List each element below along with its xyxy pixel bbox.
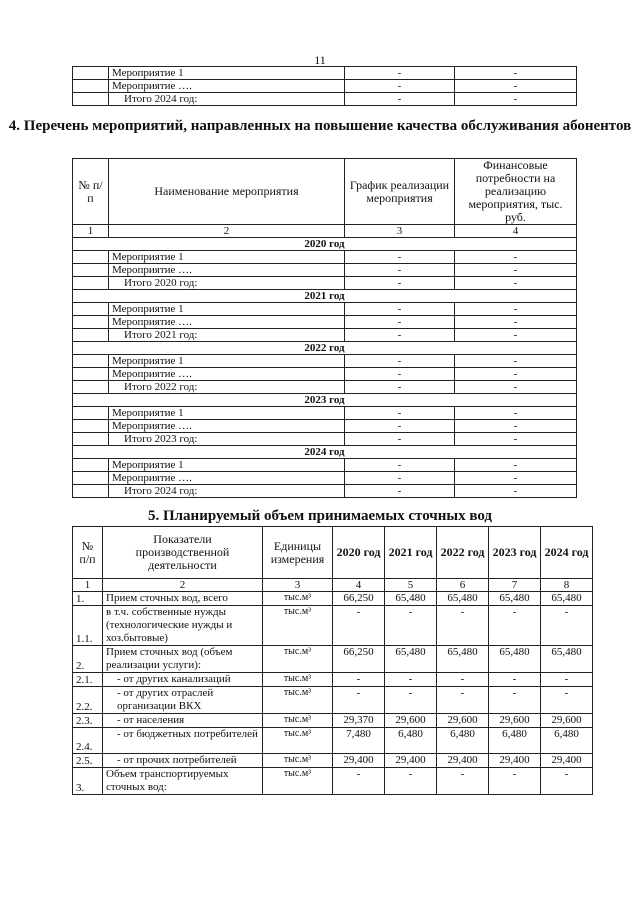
section5-title: 5. Планируемый объем принимаемых сточных вод <box>147 508 493 524</box>
finance-value: - <box>455 264 577 277</box>
schedule-value: - <box>345 277 455 290</box>
schedule-value: - <box>345 407 455 420</box>
row-num-cell <box>73 251 109 264</box>
measure-name: Итого 2021 год: <box>109 329 345 342</box>
year-value: - <box>385 606 437 646</box>
page-number: 11 <box>314 53 326 67</box>
finance-value: - <box>455 472 577 485</box>
year-value: 6,480 <box>489 728 541 754</box>
table-row <box>73 407 577 420</box>
schedule-value: - <box>345 368 455 381</box>
indicator-name: - от населения <box>103 714 263 728</box>
unit-cell: тыс.м³ <box>263 754 333 768</box>
table-row <box>73 714 593 728</box>
table-row <box>73 673 593 687</box>
year-value: - <box>489 606 541 646</box>
row-index: 2. <box>73 646 103 673</box>
schedule-value: - <box>345 264 455 277</box>
row-index: 1. <box>73 592 103 606</box>
table-row <box>73 264 577 277</box>
row-num-cell <box>73 407 109 420</box>
schedule-value: - <box>345 316 455 329</box>
section4-title: 4. Перечень мероприятий, направленных на повышение качества обслуживания абонентов <box>8 118 632 134</box>
year-value: 65,480 <box>489 592 541 606</box>
year-value: - <box>437 673 489 687</box>
measure-name: Мероприятие …. <box>109 80 345 93</box>
year-value: - <box>385 768 437 795</box>
header-year-2021: 2021 год <box>385 527 437 579</box>
indicator-name: - от прочих потребителей <box>103 754 263 768</box>
unit-cell: тыс.м³ <box>263 673 333 687</box>
table-row <box>73 485 577 498</box>
col-number: 8 <box>541 579 593 592</box>
year-value: - <box>541 687 593 714</box>
table-row <box>73 728 593 754</box>
year-value: - <box>437 687 489 714</box>
measure-name: Мероприятие …. <box>109 264 345 277</box>
year-value: 29,400 <box>489 754 541 768</box>
row-index: 2.3. <box>73 714 103 728</box>
row-index: 1.1. <box>73 606 103 646</box>
year-value: 29,400 <box>333 754 385 768</box>
measure-name: Мероприятие 1 <box>109 355 345 368</box>
year-label: 2022 год <box>73 342 577 355</box>
year-value: - <box>385 687 437 714</box>
year-value: - <box>333 606 385 646</box>
measure-name: Итого 2023 год: <box>109 433 345 446</box>
year-value: 6,480 <box>541 728 593 754</box>
table-row <box>73 420 577 433</box>
col-number: 2 <box>103 579 263 592</box>
header-year-2023: 2023 год <box>489 527 541 579</box>
header-finance: Финансовые потребности на реализацию мероприятия, тыс. руб. <box>455 159 577 225</box>
measure-name: Итого 2024 год: <box>109 93 345 106</box>
measure-name: Мероприятие …. <box>109 316 345 329</box>
finance-value: - <box>455 316 577 329</box>
finance-value: - <box>455 80 577 93</box>
row-index: 2.4. <box>73 728 103 754</box>
finance-value: - <box>455 93 577 106</box>
year-value: 66,250 <box>333 646 385 673</box>
header-schedule: График реализации мероприятия <box>345 159 455 225</box>
table-row <box>73 381 577 394</box>
finance-value: - <box>455 67 577 80</box>
table-row <box>73 754 593 768</box>
year-row <box>73 394 577 407</box>
table-row <box>73 93 577 106</box>
year-value: - <box>489 673 541 687</box>
year-value: - <box>333 687 385 714</box>
year-value: - <box>541 673 593 687</box>
table-row <box>73 303 577 316</box>
table-row <box>73 472 577 485</box>
table-row <box>73 606 593 646</box>
year-value: 7,480 <box>333 728 385 754</box>
table-row <box>73 80 577 93</box>
row-num-cell <box>73 420 109 433</box>
schedule-value: - <box>345 93 455 106</box>
finance-value: - <box>455 433 577 446</box>
finance-value: - <box>455 368 577 381</box>
year-label: 2023 год <box>73 394 577 407</box>
table-row <box>73 459 577 472</box>
finance-value: - <box>455 485 577 498</box>
row-num-cell <box>73 329 109 342</box>
year-value: - <box>437 606 489 646</box>
indicator-name: - от других отраслей организации ВКХ <box>103 687 263 714</box>
indicator-name: - от других канализаций <box>103 673 263 687</box>
row-num-cell <box>73 485 109 498</box>
year-row <box>73 238 577 251</box>
finance-value: - <box>455 420 577 433</box>
year-value: - <box>437 768 489 795</box>
row-index: 3. <box>73 768 103 795</box>
year-value: 29,400 <box>437 754 489 768</box>
year-value: 29,600 <box>541 714 593 728</box>
header-num: № п/п <box>73 527 103 579</box>
year-value: 65,480 <box>489 646 541 673</box>
row-num-cell <box>73 381 109 394</box>
row-num-cell <box>73 303 109 316</box>
year-value: 65,480 <box>437 592 489 606</box>
header-indicator: Показатели производственной деятельности <box>103 527 263 579</box>
measure-name: Мероприятие …. <box>109 368 345 381</box>
table-row <box>73 329 577 342</box>
schedule-value: - <box>345 433 455 446</box>
unit-cell: тыс.м³ <box>263 687 333 714</box>
indicator-name: в т.ч. собственные нужды (технологические нужды и хоз.бытовые) <box>103 606 263 646</box>
schedule-value: - <box>345 251 455 264</box>
year-value: - <box>489 687 541 714</box>
measure-name: Мероприятие 1 <box>109 459 345 472</box>
col-number: 1 <box>73 579 103 592</box>
indicator-name: Прием сточных вод, всего <box>103 592 263 606</box>
row-num-cell <box>73 80 109 93</box>
unit-cell: тыс.м³ <box>263 728 333 754</box>
measure-name: Итого 2020 год: <box>109 277 345 290</box>
header-name: Наименование мероприятия <box>109 159 345 225</box>
table-row <box>73 277 577 290</box>
year-value: 29,400 <box>385 754 437 768</box>
year-value: 29,600 <box>437 714 489 728</box>
measure-name: Мероприятие 1 <box>109 67 345 80</box>
unit-cell: тыс.м³ <box>263 714 333 728</box>
measure-name: Мероприятие …. <box>109 420 345 433</box>
year-label: 2020 год <box>73 238 577 251</box>
row-num-cell <box>73 433 109 446</box>
finance-value: - <box>455 251 577 264</box>
col-number: 7 <box>489 579 541 592</box>
measure-name: Мероприятие 1 <box>109 407 345 420</box>
col-number: 5 <box>385 579 437 592</box>
row-num-cell <box>73 459 109 472</box>
schedule-value: - <box>345 420 455 433</box>
row-num-cell <box>73 368 109 381</box>
table-row <box>73 368 577 381</box>
year-value: 65,480 <box>437 646 489 673</box>
finance-value: - <box>455 407 577 420</box>
table-row <box>73 592 593 606</box>
finance-value: - <box>455 459 577 472</box>
finance-value: - <box>455 329 577 342</box>
year-value: - <box>333 673 385 687</box>
table-row <box>73 687 593 714</box>
row-num-cell <box>73 277 109 290</box>
col-number: 2 <box>109 225 345 238</box>
header-unit: Единицы измерения <box>263 527 333 579</box>
unit-cell: тыс.м³ <box>263 646 333 673</box>
year-value: 65,480 <box>385 592 437 606</box>
year-label: 2021 год <box>73 290 577 303</box>
col-number: 6 <box>437 579 489 592</box>
measure-name: Итого 2022 год: <box>109 381 345 394</box>
schedule-value: - <box>345 329 455 342</box>
row-num-cell <box>73 472 109 485</box>
schedule-value: - <box>345 381 455 394</box>
header-year-2024: 2024 год <box>541 527 593 579</box>
year-row <box>73 446 577 459</box>
year-row <box>73 290 577 303</box>
row-num-cell <box>73 316 109 329</box>
unit-cell: тыс.м³ <box>263 768 333 795</box>
schedule-value: - <box>345 485 455 498</box>
year-value: 6,480 <box>437 728 489 754</box>
row-num-cell <box>73 93 109 106</box>
header-year-2022: 2022 год <box>437 527 489 579</box>
header-num: № п/п <box>73 159 109 225</box>
top-continuation-table <box>72 66 577 106</box>
year-value: - <box>541 606 593 646</box>
indicator-name: Объем транспортируемых сточных вод: <box>103 768 263 795</box>
schedule-value: - <box>345 67 455 80</box>
unit-cell: тыс.м³ <box>263 592 333 606</box>
schedule-value: - <box>345 303 455 316</box>
year-value: 29,600 <box>385 714 437 728</box>
finance-value: - <box>455 303 577 316</box>
year-value: 6,480 <box>385 728 437 754</box>
col-number: 4 <box>333 579 385 592</box>
measure-name: Мероприятие 1 <box>109 251 345 264</box>
row-index: 2.1. <box>73 673 103 687</box>
row-num-cell <box>73 67 109 80</box>
measure-name: Итого 2024 год: <box>109 485 345 498</box>
year-value: 66,250 <box>333 592 385 606</box>
schedule-value: - <box>345 459 455 472</box>
unit-cell: тыс.м³ <box>263 606 333 646</box>
finance-value: - <box>455 277 577 290</box>
table-row <box>73 67 577 80</box>
year-value: 65,480 <box>385 646 437 673</box>
year-value: - <box>333 768 385 795</box>
year-value: 29,600 <box>489 714 541 728</box>
header-year-2020: 2020 год <box>333 527 385 579</box>
wastewater-table <box>72 526 593 795</box>
row-index: 2.5. <box>73 754 103 768</box>
year-value: - <box>385 673 437 687</box>
measure-name: Мероприятие …. <box>109 472 345 485</box>
year-value: 65,480 <box>541 592 593 606</box>
table-row <box>73 768 593 795</box>
measure-name: Мероприятие 1 <box>109 303 345 316</box>
finance-value: - <box>455 355 577 368</box>
schedule-value: - <box>345 80 455 93</box>
table-row <box>73 316 577 329</box>
row-index: 2.2. <box>73 687 103 714</box>
year-label: 2024 год <box>73 446 577 459</box>
schedule-value: - <box>345 355 455 368</box>
col-number: 3 <box>345 225 455 238</box>
indicator-name: - от бюджетных потребителей <box>103 728 263 754</box>
year-row <box>73 342 577 355</box>
table-row <box>73 355 577 368</box>
year-value: 29,370 <box>333 714 385 728</box>
finance-value: - <box>455 381 577 394</box>
table-row <box>73 433 577 446</box>
table-row <box>73 646 593 673</box>
col-number: 3 <box>263 579 333 592</box>
row-num-cell <box>73 264 109 277</box>
year-value: 29,400 <box>541 754 593 768</box>
year-value: - <box>541 768 593 795</box>
indicator-name: Прием сточных вод (объем реализации услуги): <box>103 646 263 673</box>
col-number: 4 <box>455 225 577 238</box>
schedule-value: - <box>345 472 455 485</box>
measures-table <box>72 158 577 498</box>
row-num-cell <box>73 355 109 368</box>
year-value: 65,480 <box>541 646 593 673</box>
table-row <box>73 251 577 264</box>
year-value: - <box>489 768 541 795</box>
col-number: 1 <box>73 225 109 238</box>
